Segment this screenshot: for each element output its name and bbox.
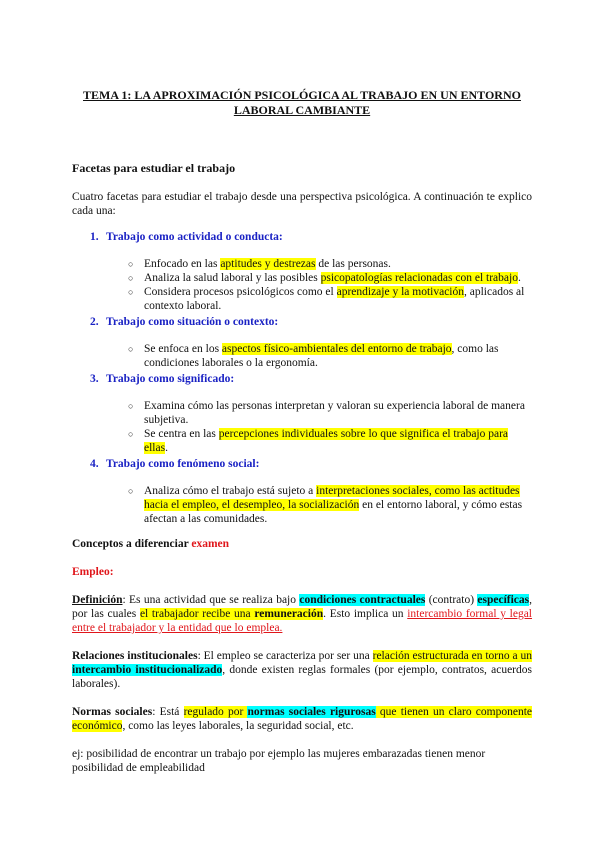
- list-item: ○ Analiza la salud laboral y las posibles psicopatologías relacionadas con el trabajo.: [128, 272, 521, 284]
- relaciones-paragraph: Relaciones institucionales: El empleo se caracteriza por ser una relación estructurada en torno a un intercambio institucionalizado, donde existen reglas formales (por ejemplo, contratos, acuerdos laborales).: [72, 650, 532, 690]
- facet-1-bullets: [72, 257, 532, 313]
- exam-tag: examen: [191, 538, 230, 550]
- facet-title: Trabajo como significado:: [106, 373, 235, 385]
- facet-title: Trabajo como situación o contexto:: [106, 316, 279, 328]
- definicion-paragraph: Definición: Es una actividad que se realiza bajo condiciones contractuales (contrato) específicas, por las cuales el trabajador recibe una remuneración. Esto implica un intercambio formal y legal entre el trabajador y la entidad que lo emplea.: [72, 594, 533, 634]
- facet-number: 3.: [90, 373, 99, 385]
- facet-2-bullets: [72, 342, 532, 370]
- page-title: TEMA 1: LA APROXIMACIÓN PSICOLÓGICA AL TRABAJO EN UN ENTORNO LABORAL CAMBIANTE: [83, 88, 521, 117]
- circle-bullet-icon: ○: [128, 273, 134, 283]
- circle-bullet-icon: ○: [128, 287, 134, 297]
- document-page: [72, 88, 532, 775]
- normas-label: Normas sociales: [72, 706, 153, 718]
- facet-title: Trabajo como actividad o conducta:: [106, 231, 283, 243]
- facet-1-heading: [72, 230, 532, 244]
- relaciones-label: Relaciones institucionales: [72, 650, 198, 662]
- intro-paragraph: Cuatro facetas para estudiar el trabajo desde una perspectiva psicológica. A continuación te explico cada una:: [72, 191, 532, 217]
- facet-4-heading: [72, 457, 532, 471]
- empleo-heading: Empleo:: [72, 566, 114, 578]
- facet-number: 1.: [90, 231, 99, 243]
- ejemplo-paragraph: ej: posibilidad de encontrar un trabajo por ejemplo las mujeres embarazadas tienen menor posibilidad de empleabilidad: [72, 748, 486, 774]
- facet-number: 4.: [90, 458, 99, 470]
- list-item: ○ Se enfoca en los aspectos físico-ambientales del entorno de trabajo, como las condiciones laborales o la ergonomía.: [128, 343, 499, 369]
- conceptos-heading: Conceptos a diferenciar examen: [72, 538, 230, 550]
- facet-2-heading: [72, 315, 532, 329]
- circle-bullet-icon: ○: [128, 401, 134, 411]
- circle-bullet-icon: ○: [128, 486, 134, 496]
- list-item: ○ Se centra en las percepciones individuales sobre lo que significa el trabajo para ellas.: [128, 428, 509, 454]
- facet-3-heading: [72, 372, 532, 386]
- definicion-label: Definición: [72, 594, 123, 606]
- list-item: ○ Examina cómo las personas interpretan y valoran su experiencia laboral de manera subjetiva.: [128, 400, 525, 426]
- facet-3-bullets: [72, 399, 532, 455]
- facet-number: 2.: [90, 316, 99, 328]
- list-item: ○ Analiza cómo el trabajo está sujeto a interpretaciones sociales, como las actitudes hacia el empleo, el desempleo, la socialización en el entorno laboral, y cómo estas afectan a las comunidades.: [128, 485, 523, 525]
- circle-bullet-icon: ○: [128, 259, 134, 269]
- circle-bullet-icon: ○: [128, 429, 134, 439]
- circle-bullet-icon: ○: [128, 344, 134, 354]
- facetas-heading: Facetas para estudiar el trabajo: [72, 161, 236, 175]
- list-item: ○ Enfocado en las aptitudes y destrezas de las personas.: [128, 258, 391, 270]
- facet-title: Trabajo como fenómeno social:: [106, 458, 260, 470]
- facet-4-bullets: [72, 484, 532, 526]
- normas-paragraph: Normas sociales: Está regulado por normas sociales rigurosas que tienen un claro componente económico, como las leyes laborales, la seguridad social, etc.: [72, 706, 533, 732]
- list-item: ○ Considera procesos psicológicos como el aprendizaje y la motivación, aplicados al contexto laboral.: [128, 286, 525, 312]
